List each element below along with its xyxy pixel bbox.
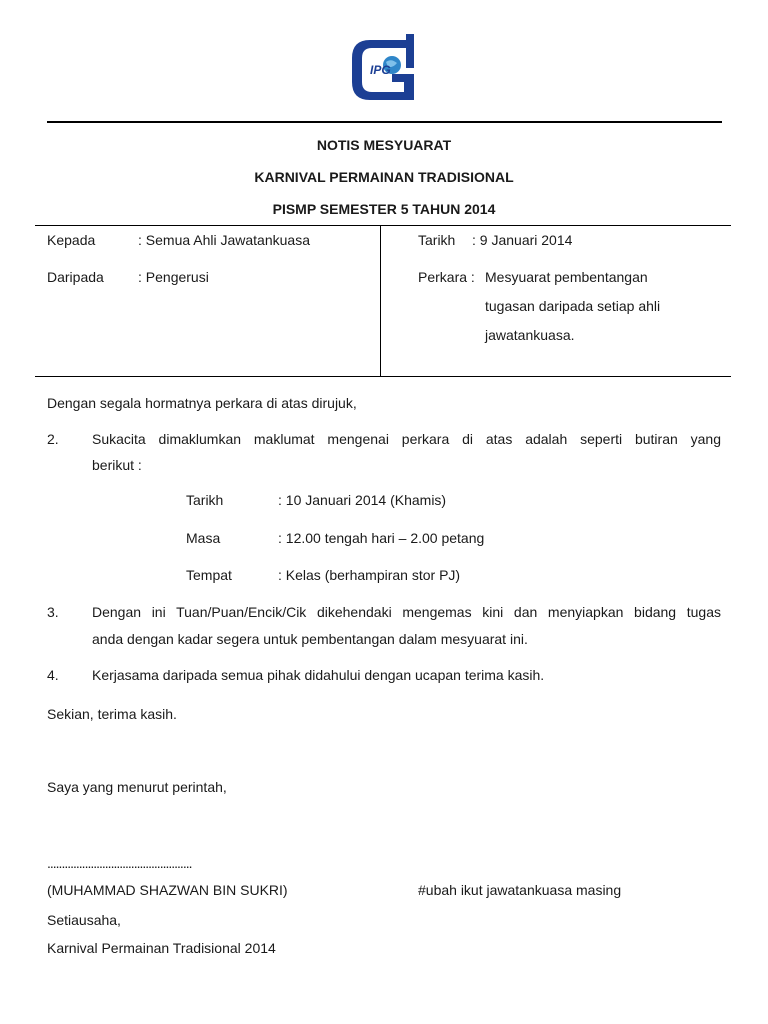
meta-divider: [380, 225, 381, 377]
editing-note: #ubah ikut jawatankuasa masing: [418, 882, 622, 898]
top-rule: [47, 121, 722, 123]
detail-label: Tarikh: [186, 492, 224, 508]
para-2-number: 2.: [47, 431, 59, 447]
para-3-number: 3.: [47, 604, 59, 620]
subject-line: jawatankuasa.: [485, 327, 575, 343]
para-2-line: berikut :: [92, 457, 142, 473]
date-value: : 9 Januari 2014: [472, 232, 573, 248]
meta-bottom-border: [35, 376, 731, 377]
signatory-role: Setiausaha,: [47, 912, 121, 928]
notice-title: NOTIS MESYUARAT: [316, 137, 452, 153]
signature-intro: Saya yang menurut perintah,: [47, 779, 227, 795]
subject-label: Perkara :: [418, 269, 475, 285]
opening-line: Dengan segala hormatnya perkara di atas dirujuk,: [47, 395, 357, 411]
program-title: PISMP SEMESTER 5 TAHUN 2014: [272, 201, 496, 217]
to-value: : Semua Ahli Jawatankuasa: [138, 232, 310, 248]
detail-value: : 12.00 tengah hari – 2.00 petang: [278, 530, 485, 546]
from-label: Daripada: [47, 269, 104, 285]
para-3-line: Dengan ini Tuan/Puan/Encik/Cik dikehendaki mengemas kini dan menyiapkan bidang tugas: [92, 604, 721, 620]
detail-value: : Kelas (berhampiran stor PJ): [278, 567, 461, 583]
signature-dots: ..................................................: [47, 855, 192, 871]
detail-label: Tempat: [186, 567, 232, 583]
from-value: : Pengerusi: [138, 269, 209, 285]
signatory-name: (MUHAMMAD SHAZWAN BIN SUKRI): [47, 882, 288, 898]
event-title: KARNIVAL PERMAINAN TRADISIONAL: [254, 169, 514, 185]
subject-line: Mesyuarat pembentangan: [485, 269, 648, 285]
signatory-org: Karnival Permainan Tradisional 2014: [47, 940, 276, 956]
para-3-line: anda dengan kadar segera untuk pembentangan dalam mesyuarat ini.: [92, 631, 528, 647]
date-label: Tarikh: [418, 232, 456, 248]
detail-label: Masa: [186, 530, 221, 546]
para-2-line: Sukacita dimaklumkan maklumat mengenai perkara di atas adalah seperti butiran yang: [92, 431, 721, 447]
meta-top-border: [35, 225, 731, 226]
detail-value: : 10 Januari 2014 (Khamis): [278, 492, 447, 508]
ipg-logo: [348, 34, 418, 106]
closing-line: Sekian, terima kasih.: [47, 706, 177, 722]
para-4-line: Kerjasama daripada semua pihak didahului dengan ucapan terima kasih.: [92, 667, 545, 683]
logo-text: IPG: [370, 63, 391, 77]
to-label: Kepada: [47, 232, 96, 248]
para-4-number: 4.: [47, 667, 59, 683]
subject-line: tugasan daripada setiap ahli: [485, 298, 661, 314]
